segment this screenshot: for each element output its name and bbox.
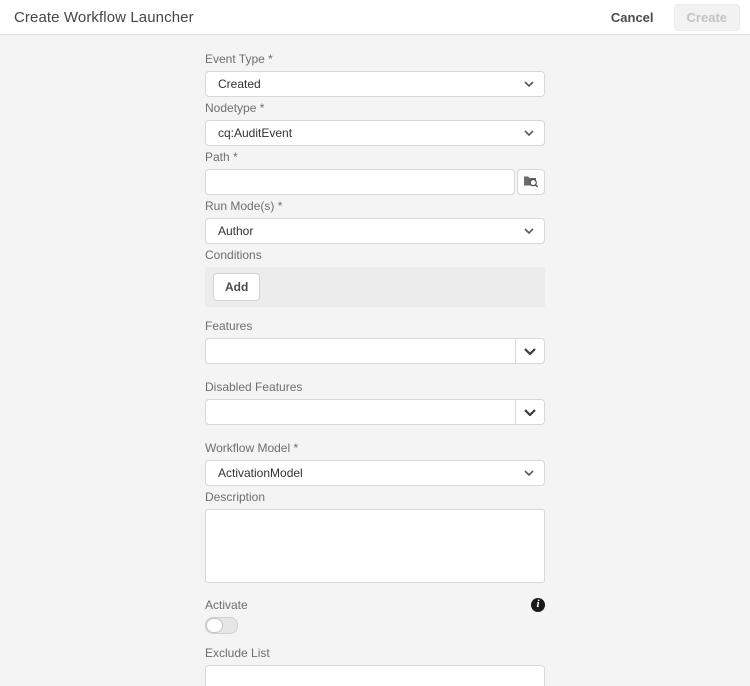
- activate-label: Activate: [205, 598, 248, 612]
- chevron-down-icon: [524, 228, 534, 234]
- event-type-select[interactable]: [205, 71, 545, 97]
- run-modes-field: [205, 200, 545, 244]
- chevron-down-icon: [524, 409, 536, 416]
- conditions-panel: [205, 267, 545, 307]
- description-textarea[interactable]: [205, 509, 545, 583]
- nodetype-select[interactable]: [205, 120, 545, 146]
- launcher-form: [205, 35, 545, 686]
- add-condition-button[interactable]: Add: [213, 273, 260, 301]
- event-type-label: Event Type *: [205, 52, 273, 66]
- disabled-features-field: [205, 381, 545, 425]
- dialog-header: [0, 0, 750, 35]
- workflow-model-select[interactable]: [205, 460, 545, 486]
- cancel-button[interactable]: Cancel: [601, 5, 664, 30]
- event-type-field: [205, 53, 545, 97]
- exclude-list-field: [205, 647, 545, 686]
- path-input[interactable]: [205, 169, 515, 195]
- nodetype-value: cq:AuditEvent: [218, 126, 293, 140]
- chevron-down-icon: [524, 130, 534, 136]
- disabled-features-dropdown-button[interactable]: [515, 399, 545, 425]
- disabled-features-label: Disabled Features: [205, 380, 303, 394]
- features-label: Features: [205, 319, 253, 333]
- description-field: [205, 491, 545, 588]
- exclude-list-input[interactable]: [205, 665, 545, 686]
- activate-field: [205, 598, 545, 634]
- conditions-label: Conditions: [205, 248, 262, 262]
- workflow-model-value: ActivationModel: [218, 466, 303, 480]
- run-modes-label: Run Mode(s) *: [205, 199, 283, 213]
- path-label: Path *: [205, 150, 238, 164]
- path-picker-button[interactable]: [517, 169, 545, 195]
- activate-toggle[interactable]: [205, 617, 238, 634]
- page-title: Create Workflow Launcher: [14, 8, 194, 26]
- header-actions: [601, 4, 740, 31]
- run-modes-value: Author: [218, 224, 254, 238]
- conditions-field: [205, 249, 545, 307]
- workflow-model-field: [205, 442, 545, 486]
- nodetype-field: [205, 102, 545, 146]
- exclude-list-label: Exclude List: [205, 646, 270, 660]
- description-label: Description: [205, 490, 266, 504]
- workflow-model-label: Workflow Model *: [205, 441, 299, 455]
- nodetype-label: Nodetype *: [205, 101, 265, 115]
- features-input[interactable]: [205, 338, 515, 364]
- folder-search-icon: [523, 174, 539, 191]
- chevron-down-icon: [524, 81, 534, 87]
- chevron-down-icon: [524, 348, 536, 355]
- toggle-knob: [206, 618, 223, 633]
- create-button[interactable]: Create: [674, 4, 740, 31]
- info-icon[interactable]: i: [531, 598, 545, 612]
- chevron-down-icon: [524, 470, 534, 476]
- path-field: [205, 151, 545, 195]
- features-dropdown-button[interactable]: [515, 338, 545, 364]
- features-field: [205, 320, 545, 364]
- disabled-features-input[interactable]: [205, 399, 515, 425]
- run-modes-select[interactable]: [205, 218, 545, 244]
- event-type-value: Created: [218, 77, 261, 91]
